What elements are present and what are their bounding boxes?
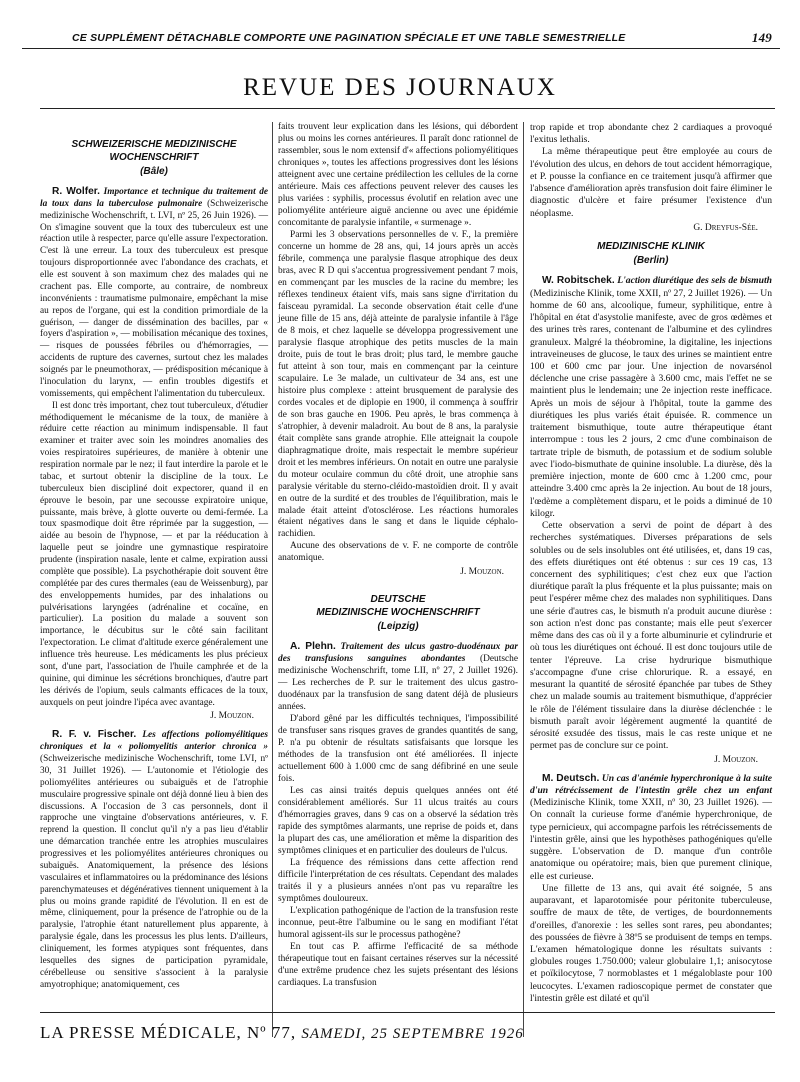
article-body: Les cas ainsi traités depuis quelques années ont été considérablement améliorés. Sur 11 ulcus traités au cours d'hémorragies graves, dans 9 cas on a observé la sédation très rapide des symptômes alarmants, une reprise de poids et, dans la plupart des cas, une amélioration et même la disparition des symptômes cliniques et en particulier des douleurs de l'ulcus. — [278, 786, 518, 857]
article-author: M. Deutsch. — [542, 772, 600, 784]
article-body: (Deutsche medizinische Wochenschrift, tome LII, nº 27, 2 Juillet 1926). — Les recherches de P. sur le traitement des ulcus gastro-duodénaux par la transfusion de sang datent déjà de plusieurs années. — [278, 654, 518, 713]
article-body: (Medizinische Klinik, tome XXII, nº 30, 23 Juillet 1926). — On connaît la curieuse forme d'anémie hyperchronique, de type pernicieux, qui accompagne parfois les rétrécissements de l'intestin grêle, ainsi que les hypothèses pathogéniques qu'elle suggère. L'observation de D. manque d'un contrôle anatomique ou opératoire; mais, bien que purement clinique, elle est curieuse. — [530, 797, 772, 882]
article-body: En tout cas P. affirme l'efficacité de sa méthode thérapeutique tout en faisant certaines réserves sur la nécessité d'une extrême prudence chez les sujets présentant des lésions cardiaques. La transfusion — [278, 942, 518, 988]
article-title: Un cas d'anémie hyperchronique à la suite d'un rétrécissement de l'intestin grêle chez un enfant — [530, 772, 773, 796]
article-body: trop rapide et trop abondante chez 2 cardiaques a provoqué l'exitus lethalis. — [530, 122, 772, 146]
journal-heading: MEDIZINISCHE KLINIK — [597, 241, 705, 253]
journal-city: (Berlin) — [633, 255, 669, 267]
page-footer — [40, 1023, 780, 1043]
article-body: (Medizinische Klinik, tome XXII, nº 27, 2 Juillet 1926). — Un homme de 60 ans, alcoolique, fumeur, syphilitique, entre à l'hôpital en état d'asystolie manifeste, avec de gros œdèmes et des urines très rares, contenant de l'albumine et des cylindres granuleux. Malgré la théobromine, la digitaline, les injections intraveineuses de glucose, le taux des urines se maintient entre 100 et 600 cmc par jour. Une injection de novarsénol déclenche une crise passagère à 3.600 cmc, mais l'effet ne se maintient plus le lendemain; une 2e injection reste inefficace. Après un mois de séjour à l'hôpital, toute la gamme des diurétiques les plus variés était épuisée. R. commence un traitement bismuthique, toute autre thérapeutique étant interrompue : tous les 2 jours, 2 cmc d'une combinaison de tartrate triple de bismuth, de potassium et de sodium soluble avec l'iodo-bismuthate de quinine insoluble. La diurèse, dès la première injection, monte de 600 cmc à 1.200 cmc, pour atteindre 3.400 cmc après la 2e injection. Au bout de 18 jours, l'œdème a complètement disparu, et le poids a diminué de 10 kilogr. — [530, 287, 772, 519]
running-head-text: CE SUPPLÉMENT DÉTACHABLE COMPORTE UNE PAGINATION SPÉCIALE ET UNE TABLE SEMESTRIELLE — [72, 32, 626, 44]
article-title: Importance et technique du traitement de la toux dans la tuberculose pulmonaire — [40, 186, 269, 209]
article-body: (Schweizerische medizinische Wochenschrift, tome LVI, nº 30, 31 Juillet 1926). — L'autonomie et l'étiologie des poliomyélites antérieures ou subaiguës et de l'atrophie musculaire progressive spinale ont déjà donné lieu à bien des discussions. A l'occasion de 3 cas personnels, dont il rapproche une vingtaine d'observations antérieures, v. F. reprend la question. Il conclut qu'il n'y a pas lieu d'établir une démarcation tranchée entre les atrophies musculaires progressives et les poliomyélites antérieures chroniques ou subaiguës. Anatomiquement, la présence des lésions vasculaires et inflammatoires ou la prédominance des lésions parenchymateuses et dégénératives tiennent uniquement à la plus ou moins grande rapidité de l'évolution. Il en est de même, cliniquement, pour la présence de l'atrophie ou de la paralysie, l'atrophie étant naturellement plus apparente, à paralysie égale, dans les processus les plus lents. D'ailleurs, cliniquement, les formes atypiques sont fréquentes, dans lesquelles des signes de participation pyramidale, cérébelleuse ou sensitive s'associent à la paralysie amyotrophique; anatomiquement, ces — [40, 754, 268, 990]
column-divider — [272, 122, 273, 1037]
article-body: La fréquence des rémissions dans cette affection rend difficile l'interprétation de ces résultats. Cependant des malades traités il y a plusieurs années n'ont pas vu reparaître les symptômes douloureux. — [278, 858, 518, 905]
article — [278, 641, 518, 714]
article-author: A. Plehn. — [290, 641, 336, 653]
article — [530, 773, 772, 883]
column-2 — [278, 122, 518, 990]
article — [40, 186, 268, 401]
header-rule — [22, 48, 780, 49]
article — [40, 729, 268, 991]
journal-heading: SCHWEIZERISCHE MEDIZINISCHE — [71, 139, 237, 150]
column-divider — [523, 122, 524, 1037]
article-body: La même thérapeutique peut être employée au cours de l'évolution des ulcus, en dehors de tout accident hémorragique, et P. pousse la confiance en ce traitement jusqu'à affirmer que l'absence d'amélioration après transfusion doit faire éliminer le diagnostic d'ulcère et faire présumer l'existence d'un néoplasme. — [530, 146, 772, 219]
running-head — [22, 26, 782, 44]
page-number: 149 — [751, 30, 772, 45]
article — [530, 275, 772, 520]
article-body: Aucune des observations de v. F. ne comporte de contrôle anatomique. — [278, 541, 518, 564]
article-signature: J. Mouzon. — [210, 711, 254, 722]
column-1 — [40, 122, 268, 992]
article-body: Cette observation a servi de point de départ à des recherches systématiques. Diverses préparations de sels solubles ou de sels insolubles ont été utilisées, et, dans 19 cas, des effets diurétiques ont été obtenus : sur ces 19 cas, 13 concernent des syphilitiques; c'est chez eux que l'action diurétique paraît la plus fréquente et la plus puissante; mais on peut l'espérer même chez des malades non syphilitiques. Dans une série d'autres cas, le bismuth n'a produit aucune diurèse : son action n'est donc pas constante; mais elle peut s'exercer même dans des cas où il y a forte albuminurie et cylindrurie et où tous les diurétiques ont échoué. Il est donc toujours utile de tenter l'épreuve. La crise hydrurique bismuthique s'accompagne d'une crise chlorurique. R. a essayé, en mesurant la quantité de sérosité épanchée par tubes de Sthey chez un malade soumis au traitement bismuthique, d'apprécier le rôle de l'élément tissulaire dans la diurèse déclenchée : le bismuth paraît avoir légèrement augmenté la quantité de sérosité exsudée des tissus, mais le cas reste unique et ne permet pas de conclure sur ce point. — [530, 520, 772, 752]
article-title: L'action diurétique des sels de bismuth — [617, 275, 772, 287]
article-body: faits trouvent leur explication dans les lésions, qui débordent plus ou moins les cornes antérieures. Il paraît donc rationnel de rassembler, sous le nom extensif d'« affections poliomyélitiques chroniques », toutes les affections progressives dont les lésions atteignent avec une certaine prédilection les cellules de la corne antérieure. Mais ces affections peuvent relever des causes les plus variées : syphilis, processus évolutif en relation avec une poliomyélite antérieure aiguë ancienne ou avec une épidémie concomitante de paralysie infantile, « surmenage ». — [278, 122, 518, 228]
journal-heading: MEDIZINISCHE WOCHENSCHRIFT — [316, 607, 480, 619]
section-title: REVUE DES JOURNAUX — [243, 74, 557, 101]
article-author: R. F. v. Fischer. — [52, 729, 137, 741]
article-author: W. Robitschek. — [542, 275, 615, 287]
article-body: Il est donc très important, chez tout tuberculeux, d'étudier méthodiquement le mécanisme de la toux, de manière à réduire cette réaction au minimum indispensable. Il faut examiner et traiter avec soin les moindres anomalies des voies respiratoires supérieures, de manière à obtenir une respiration normale par le nez; il faut interdire la parole et le tabac, et surtout obtenir la discipline de la toux. Le tuberculeux bien discipliné doit expectorer, quand il en éprouve le besoin, par une secousse expiratoire unique, puissante, mais brève, à glotte ouverte ou demi-fermée. La toux spasmodique doit être réprimée par la suggestion, — aidée au besoin de l'hypnose, — et par la rééducation à laquelle peut se joindre une gymnastique respiratoire prudente (inspiration nasale, lente et calme, expiration aussi complète que possible). La psychothérapie doit souvent être complétée par des cures thermales (eau de Weissenburg), par des enveloppements humides, par des inhalations ou pulvérisations laryngées (adrénaline et cocaïne, en particulier). La position du malade a souvent son importance, le décubitus sur le côté sain facilitant l'expectoration. Le climat d'altitude exerce généralement une influence très heureuse. Les médicaments les plus précieux sont, d'une part, l'association de l'huile camphrée et de la quinine, qui diminue les sécrétions bronchiques, d'autre part les dérivés de l'opium, seuls calmants efficaces de la toux, auxquels on peut joindre l'ipéca avec avantage. — [40, 400, 268, 708]
journal-heading: DEUTSCHE — [370, 594, 426, 606]
journal-city: (Bâle) — [140, 166, 168, 177]
article-body: Une fillette de 13 ans, qui avait été soignée, 5 ans auparavant, et laparotomisée pour péritonite tuberculeuse, souffre de maux de tête, de vertiges, de bourdonnements d'oreilles, d'anorexie : les selles sont rares, peu abondantes; des poussées de fièvre à 38º5 se produisent de temps en temps. L'examen hématologique donne les résultats suivants : globules rouges 1.750.000; valeur globulaire 1,1; anisocytose et poïkilocytose, 7 normoblastes et 1 mégaloblaste pour 100 leucocytes. L'examen radioscopique permet de constater que l'intestin grêle est dilaté et qu'il — [530, 882, 772, 1004]
article-body: Parmi les 3 observations personnelles de v. F., la première concerne un homme de 28 ans, qui, 14 jours après un accès fébrile, commença une paralysie flasque atrophique des deux bras, avec R D qui s'accentua progressivement pendant 7 mois, en commençant par les muscles de la racine du membre; les réflexes tendineux étaient vifs, mais sans signe d'irritation du faisceau pyramidal. La seconde observation était celle d'une jeune fille de 15 ans, déjà atteinte de paralysie infantile à l'âge de 8 mois, et chez laquelle se développa progressivement une paralysie flasque atrophique des petits muscles de la main droite, puis de tout le bras droit; plus tard, le membre gauche fut atteint à son tour, mais en commençant par la ceinture scapulaire. Le 3e malade, un cultivateur de 34 ans, est une histoire plus complexe : atteint brusquement de paralysie des cordes vocales et de diplopie en 1900, il commença à souffrir de son bras gauche en 1906. Peu après, le bras commença à s'atrophier, à devenir maladroit. Au bout de 8 ans, la paralysie était complète sans grande atrophie. Elle atteignait la coupole diaphragmatique droite, mais respectait le membre supérieur droit et les membres inférieurs. On notait en outre une paralysie du moteur oculaire commun du côté droit, une atrophie sans paralysie véritable du sterno-cléido-mastoïdien droit. Il y avait en outre de la surdité et des troubles de l'équilibration, mais le malade était atteint d'otosclérose. Les réactions humorales étaient négatives dans le sang et dans le liquide céphalo-rachidien. — [278, 229, 518, 540]
footer-journal: LA PRESSE MÉDICALE, Nº 77, — [40, 1023, 297, 1042]
article-title: Les affections poliomyélitiques chroniques et la « poliomyelitis anterior chronica » — [40, 730, 269, 753]
article-signature: J. Mouzon. — [460, 567, 504, 578]
title-rule — [40, 108, 775, 109]
journal-heading: WOCHENSCHRIFT — [109, 152, 199, 163]
article-body: D'abord gêné par les difficultés techniques, l'impossibilité de transfuser sans risques graves de grandes quantités de sang, P. n'a pu obtenir de résultats satisfaisants que lorsque les méthodes de la transfusion ont été améliorées. Il injecte actuellement 600 à 1.000 cmc de sang défibriné en une seule fois. — [278, 714, 518, 785]
journal-city: (Leipzig) — [377, 621, 419, 633]
article-signature: G. Dreyfus-Sée. — [693, 222, 758, 233]
column-3 — [530, 122, 772, 1005]
footer-rule — [40, 1012, 775, 1013]
article-author: R. Wolfer. — [52, 185, 101, 197]
article-signature: J. Mouzon. — [714, 755, 758, 766]
article-title: Traitement des ulcus gastro-duodénaux par des transfusions sanguines abondantes — [278, 642, 518, 665]
article-body: (Schweizerische medizinische Wochenschrift, t. LVI, nº 25, 26 Juin 1926). — On s'imagine souvent que la toux des tuberculeux est une réaction utile à respecter, parce qu'elle assure l'expectoration. C'est là une erreur. La toux des tuberculeux est presque toujours disproportionnée avec l'abondance des crachats, et elle est souvent à son maximum chez des malades qui ne crachent pas. Elle comporte, au contraire, de nombreux inconvénients : traumatisme pulmonaire, empêchant la mise au repos de l'organe, qui est la condition primordiale de la guérison, — danger de dissémination des bacilles, par « foyers d'aspiration », — mobilisation mécanique des toxines, — risques de poussées fébriles ou d'hémorragies, — accidents de rupture des cavernes, surtout chez les malades soignés par le pneumothorax, — prédisposition mécanique à l'inoculation du larynx, — enfin troubles digestifs et vomissements, qui empêchent l'alimentation du tuberculeux. — [40, 198, 268, 399]
article-body: L'explication pathogénique de l'action de la transfusion reste inconnue, peut-être l'albumine ou le sang en modifiant l'état humoral agissent-ils sur le processus pathogène? — [278, 906, 518, 941]
footer-date: SAMEDI, 25 SEPTEMBRE 1926 — [301, 1026, 524, 1042]
